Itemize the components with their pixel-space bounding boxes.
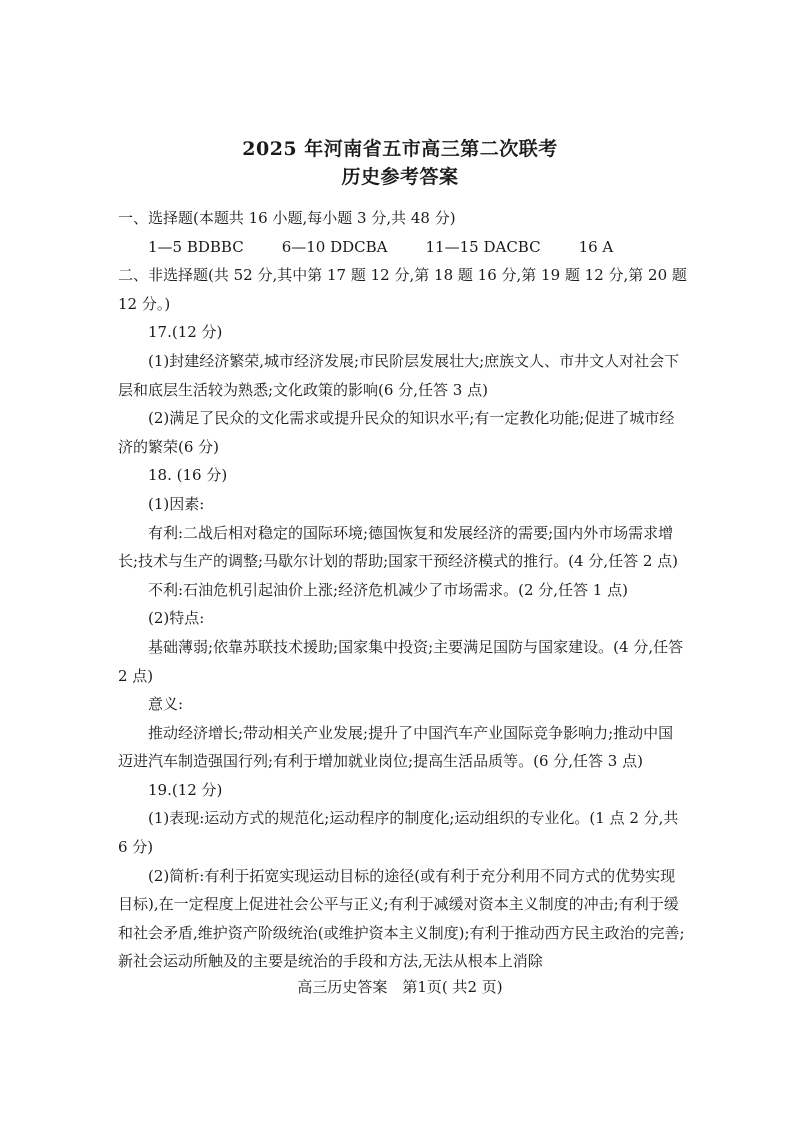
choice-answer-group: 6—10 DDCBA (281, 237, 388, 256)
q18-features: 基础薄弱;依靠苏联技术援助;国家集中投资;主要满足国防与国家建设。(4 分,任答 2 点) (118, 637, 684, 685)
q18-features-label: (2)特点: (148, 609, 205, 628)
page-subtitle: 历史参考答案 (341, 166, 459, 188)
page-footer: 高三历史答案 第1页( 共2 页) (297, 978, 503, 996)
q18-significance-label: 意义: (148, 695, 184, 714)
q19-part2: (2)简析:有利于拓宽实现运动目标的途径(或有利于充分利用不同方式的优势实现目标),在一定程度上促进社会公平与正义;有利于减缓对资本主义制度的冲击;有利于缓和社会矛盾,维护资产阶级统治(或维护资本主义制度);有利于推动西方民主政治的完善;新社会运动所触及的主要是统治的手段和方法,无法从根本上消除 (118, 866, 685, 971)
q19-label: 19.(12 分) (148, 780, 223, 799)
q18-label: 18. (16 分) (148, 466, 228, 485)
choice-answer-group: 1—5 BDBBC (148, 237, 244, 256)
page-title: 2025 年河南省五市高三第二次联考 (242, 138, 558, 160)
answer-content (118, 204, 688, 976)
section1-heading: 一、选择题(本题共 16 小题,每小题 3 分,共 48 分) (118, 209, 456, 227)
choice-answers (118, 233, 688, 262)
choice-answer-group: 11—15 DACBC (425, 237, 541, 256)
q18-factors-label: (1)因素: (148, 494, 205, 513)
q17-part1: (1)封建经济繁荣,城市经济发展;市民阶层发展壮大;庶族文人、市井文人对社会下层和底层生活较为熟悉;文化政策的影响(6 分,任答 3 点) (118, 351, 680, 399)
q17-part2: (2)满足了民众的文化需求或提升民众的知识水平;有一定教化功能;促进了城市经济的繁荣(6 分) (118, 409, 675, 456)
q17-label: 17.(12 分) (148, 323, 223, 342)
q18-unfavorable: 不利:石油危机引起油价上涨;经济危机减少了市场需求。(2 分,任答 1 点) (148, 580, 628, 599)
choice-answer-group: 16 A (578, 237, 614, 256)
section2-heading: 二、非选择题(共 52 分,其中第 17 题 12 分,第 18 题 16 分,第 19 题 12 分,第 20 题 12 分。) (118, 266, 687, 313)
q18-significance: 推动经济增长;带动相关产业发展;提升了中国汽车产业国际竞争影响力;推动中国迈进汽车制造强国行列;有利于增加就业岗位;提高生活品质等。(6 分,任答 3 点) (118, 723, 674, 771)
q19-part1: (1)表现:运动方式的规范化;运动程序的制度化;运动组织的专业化。(1 点 2 分,共 6 分) (118, 809, 679, 857)
q18-favorable: 有利:二战后相对稳定的国际环境;德国恢复和发展经济的需要;国内外市场需求增长;技术与生产的调整;马歇尔计划的帮助;国家干预经济模式的推行。(4 分,任答 2 点) (118, 523, 679, 571)
